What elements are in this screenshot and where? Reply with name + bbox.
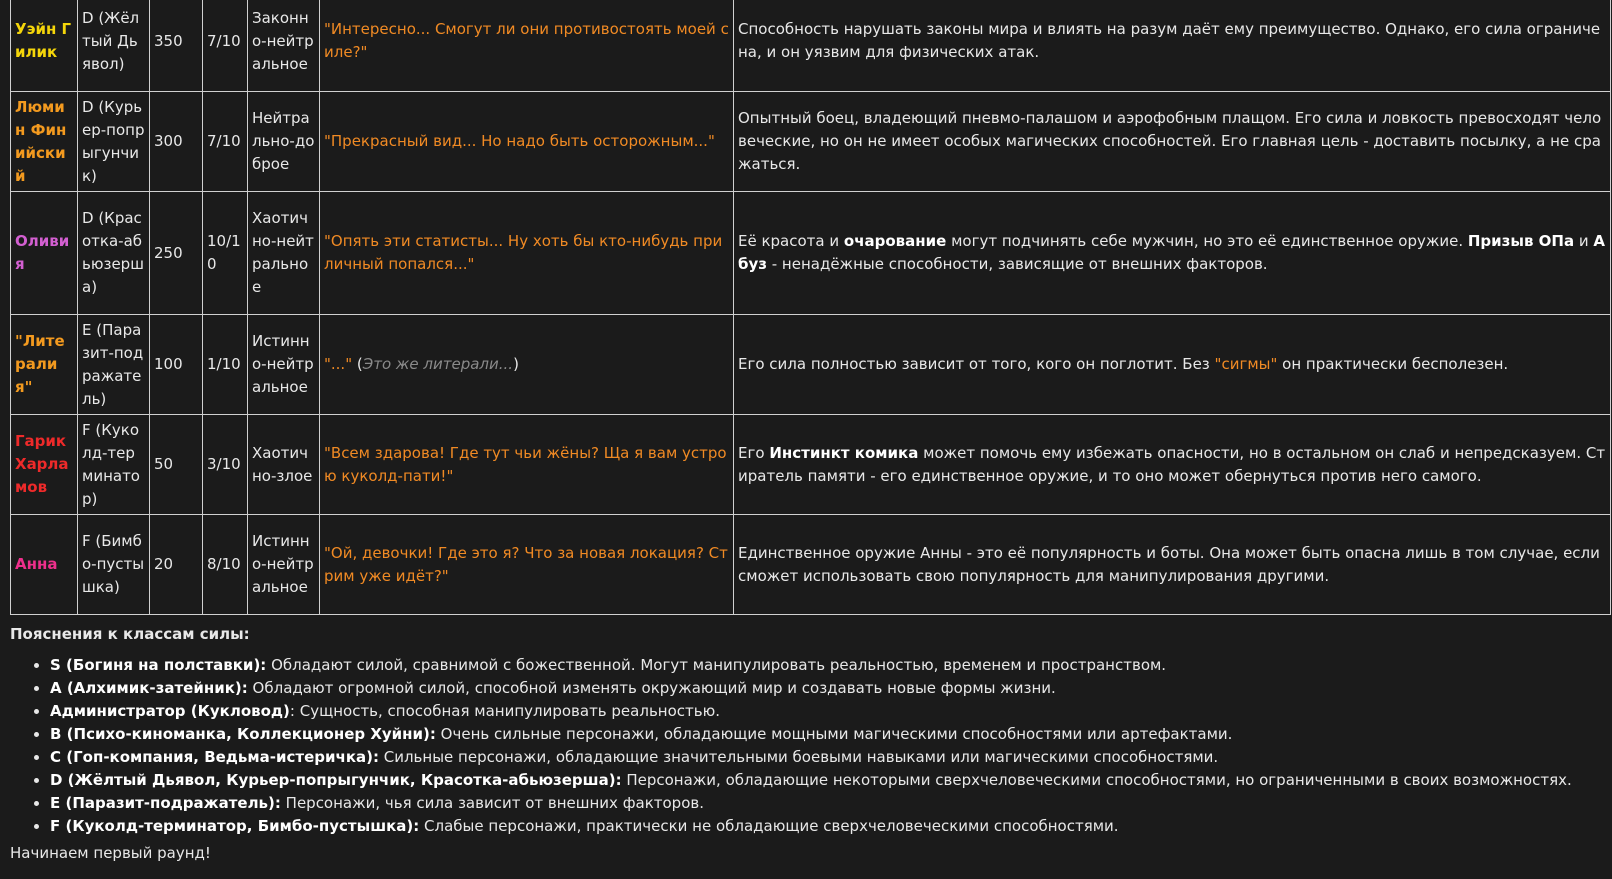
chat-message-content [10, 0, 1610, 865]
character-power: 300 [150, 92, 203, 192]
character-quote: "Всем здарова! Где тут чьи жёны? Ща я вам устрою куколд-пати!" [320, 415, 734, 515]
power-classes-list [10, 654, 1610, 838]
class-label: E (Паразит-подражатель): [50, 794, 281, 812]
desc-text: могут подчинять себе мужчин, но это её единственное оружие. [946, 232, 1468, 250]
round-start-text: Начинаем первый раунд! [10, 844, 211, 862]
characters-table [10, 0, 1611, 615]
table-row [11, 92, 1611, 192]
character-power: 20 [150, 515, 203, 615]
class-label: Администратор (Кукловод) [50, 702, 290, 720]
desc-text: может помочь ему избежать опасности, но в остальном он слаб и непредсказуем. Стиратель памяти - его единственное оружие, и то оно может обернуться против него самого. [738, 443, 1606, 485]
desc-bold: очарование [843, 232, 947, 250]
list-item [50, 654, 1610, 677]
character-power: 350 [150, 0, 203, 92]
desc-text: Её красота и [738, 232, 844, 250]
desc-bold: Абуз [738, 232, 1606, 273]
character-description: Опытный боец, владеющий пневмо-палашом и аэрофобным плащом. Его сила и ловкость превосходят человеческие, но он не имеет особых магических способностей. Его главная цель - доставить посылку, а не сражаться. [734, 92, 1611, 192]
character-description: Единственное оружие Анны - это её популярность и боты. Она может быть опасна лишь в том случае, если сможет использовать свою популярность для манипулирования другими. [734, 515, 1611, 615]
table-row [11, 515, 1611, 615]
list-item [50, 815, 1610, 838]
quote-aside: Это же литерали... [362, 355, 514, 373]
character-rating: 1/10 [203, 315, 248, 415]
character-alignment: Истинно-нейтральное [248, 315, 320, 415]
character-class: F (Куколд-терминатор) [78, 415, 150, 515]
character-name: "Литерали я" [11, 315, 78, 415]
character-power: 250 [150, 192, 203, 315]
character-rating: 3/10 [203, 415, 248, 515]
quote-paren: ( [352, 355, 363, 373]
class-label: A (Алхимик-затейник): [50, 679, 248, 697]
quote-paren: ) [513, 355, 519, 373]
character-alignment: Хаотично-нейтральное [248, 192, 320, 315]
character-rating: 8/10 [203, 515, 248, 615]
character-quote [320, 315, 734, 415]
class-desc: Персонажи, обладающие некоторыми сверхчеловеческими способностями, но ограниченными в своих возможностях. [621, 771, 1572, 789]
list-item [50, 700, 1610, 723]
character-power: 100 [150, 315, 203, 415]
character-description [734, 192, 1611, 315]
character-quote: "Ой, девочки! Где это я? Что за новая локация? Стрим уже идёт?" [320, 515, 734, 615]
character-quote: "Прекрасный вид... Но надо быть осторожным..." [320, 92, 734, 192]
character-class: D (Красотка-абьюзерша) [78, 192, 150, 315]
desc-bold: Инстинкт комика [769, 443, 919, 462]
list-item [50, 769, 1610, 792]
character-quote: "Интересно... Смогут ли они противостоять моей силе?" [320, 0, 734, 92]
desc-text: Его [738, 443, 770, 462]
character-quote: "Опять эти статисты... Ну хоть бы кто-нибудь приличный попался..." [320, 192, 734, 315]
character-alignment: Истинно-нейтральное [248, 515, 320, 615]
desc-text: - ненадёжные способности, зависящие от внешних факторов. [766, 255, 1268, 273]
desc-highlight: "сигмы" [1214, 355, 1278, 373]
character-name: Уэйн Гилик [11, 0, 78, 92]
class-desc: Очень сильные персонажи, обладающие мощными магическими способностями или артефактами. [435, 725, 1233, 743]
table-row [11, 415, 1611, 515]
class-label: S (Богиня на полставки): [50, 656, 267, 674]
class-label: C (Гоп-компания, Ведьма-истеричка): [50, 748, 379, 766]
class-label: B (Психо-киноманка, Коллекционер Хуйни): [50, 725, 436, 743]
character-power: 50 [150, 415, 203, 515]
quote-text: "..." [324, 355, 353, 373]
character-class: D (Курьер-попрыгунчик) [78, 92, 150, 192]
character-rating: 7/10 [203, 92, 248, 192]
desc-text: он практически бесполезен. [1277, 355, 1509, 373]
class-label: D (Жёлтый Дьявол, Курьер-попрыгунчик, Красотка-абьюзерша): [50, 771, 622, 789]
character-name: Оливия [11, 192, 78, 315]
class-desc: Персонажи, чья сила зависит от внешних факторов. [280, 794, 704, 812]
class-desc: Сильные персонажи, обладающие значительными боевыми навыками или магическими способностями. [378, 748, 1219, 766]
class-label: F (Куколд-терминатор, Бимбо-пустышка): [50, 817, 420, 835]
character-description: Способность нарушать законы мира и влиять на разум даёт ему преимущество. Однако, его сила ограничена, и он уязвим для физических атак. [734, 0, 1611, 92]
character-alignment: Хаотично-злое [248, 415, 320, 515]
character-class: E (Паразит-подражатель) [78, 315, 150, 415]
list-item [50, 677, 1610, 700]
class-desc: Обладают силой, сравнимой с божественной. Могут манипулировать реальностью, временем и пространством. [266, 656, 1167, 674]
character-class: D (Жёлтый Дьявол) [78, 0, 150, 92]
table-row [11, 192, 1611, 315]
power-classes-title: Пояснения к классам силы: [10, 625, 250, 643]
desc-text: и [1574, 232, 1594, 250]
desc-bold: Призыв ОПа [1467, 232, 1575, 250]
character-alignment: Законно-нейтральное [248, 0, 320, 92]
table-row [11, 0, 1611, 92]
character-description [734, 415, 1611, 515]
table-row [11, 315, 1611, 415]
character-class: F (Бимбо-пустышка) [78, 515, 150, 615]
character-name: Анна [11, 515, 78, 615]
list-item [50, 746, 1610, 769]
class-desc: Обладают огромной силой, способной изменять окружающий мир и создавать новые формы жизни. [247, 679, 1056, 697]
class-desc: : Сущность, способная манипулировать реальностью. [289, 702, 720, 720]
character-rating: 10/10 [203, 192, 248, 315]
character-description [734, 315, 1611, 415]
class-desc: Слабые персонажи, практически не обладающие сверхчеловеческими способностями. [419, 817, 1119, 835]
character-alignment: Нейтрально-доброе [248, 92, 320, 192]
desc-text: Его сила полностью зависит от того, кого он поглотит. Без [738, 355, 1215, 373]
character-rating: 7/10 [203, 0, 248, 92]
list-item [50, 723, 1610, 746]
character-name: Гарик Харламов [11, 415, 78, 515]
list-item [50, 792, 1610, 815]
character-name: Люмин Финийский [11, 92, 78, 192]
